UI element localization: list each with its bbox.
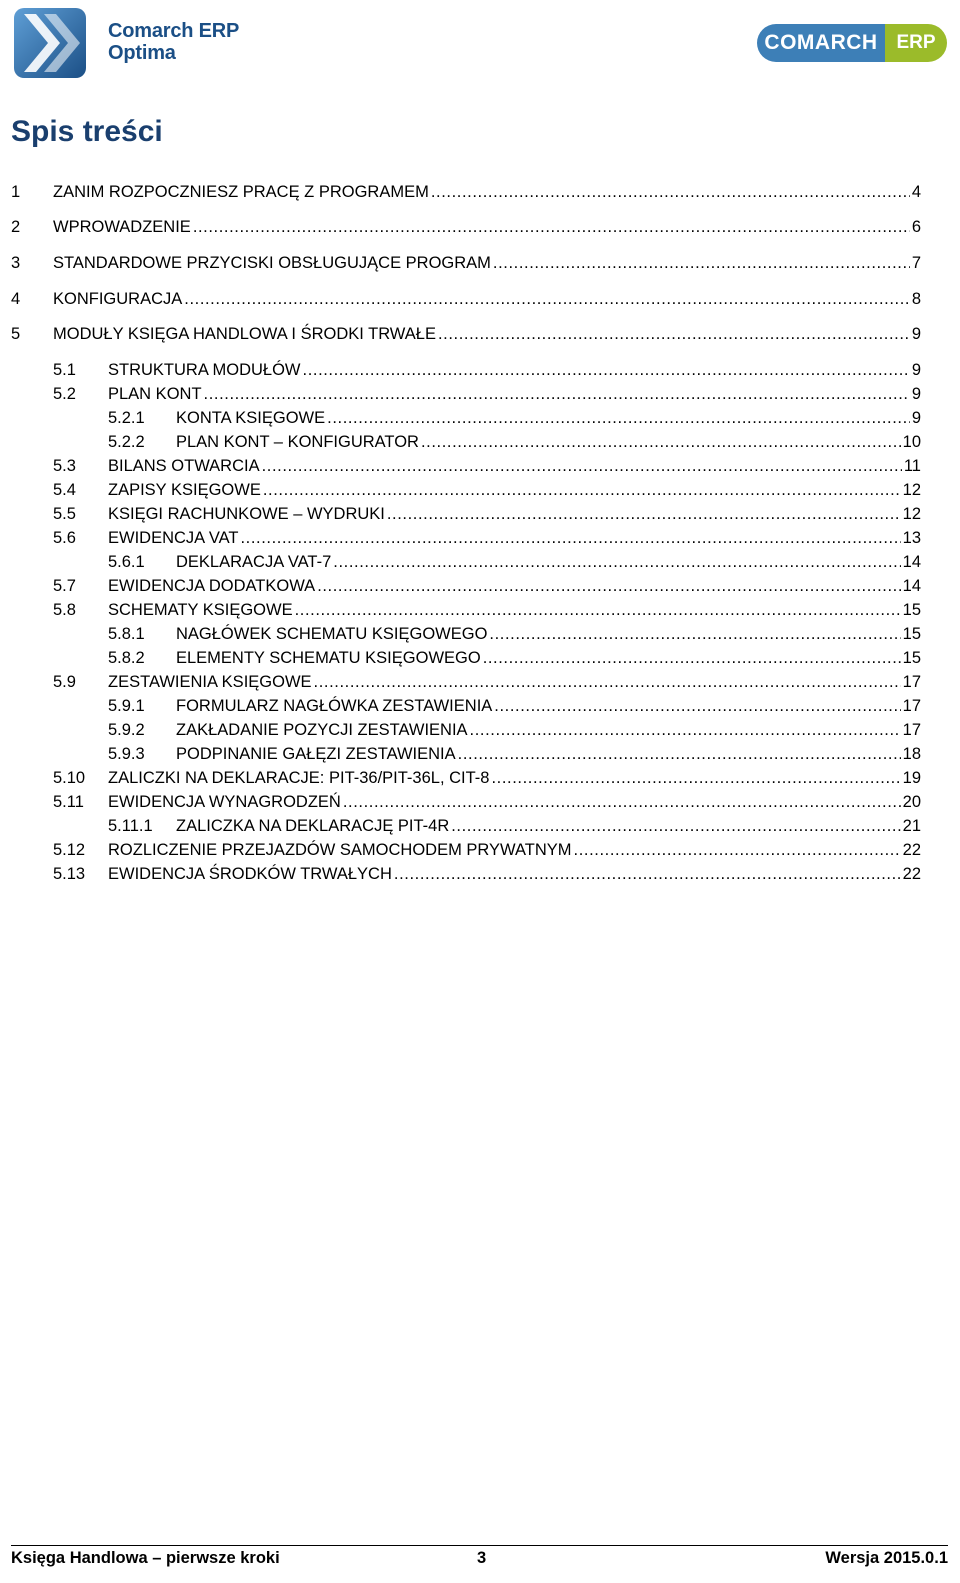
toc-entry-number: 4 <box>11 290 21 308</box>
toc-entry-label: ZANIM ROZPOCZNIESZ PRACĘ Z PROGRAMEM <box>53 183 429 201</box>
toc-entry-page: 9 <box>911 361 921 379</box>
toc-entry-page: 18 <box>902 745 921 763</box>
toc-entry[interactable] <box>108 406 921 430</box>
toc-entry-number: 5.5 <box>53 505 76 523</box>
toc-entry-label: STANDARDOWE PRZYCISKI OBSŁUGUJĄCE PROGRAM <box>53 254 491 272</box>
toc-entry-label: ELEMENTY SCHEMATU KSIĘGOWEGO <box>176 649 481 667</box>
toc-entry[interactable] <box>108 622 921 646</box>
toc-leader-dots <box>574 838 901 862</box>
toc-leader-dots <box>431 180 910 204</box>
toc-entry-page: 17 <box>902 697 921 715</box>
toc-entry-page: 15 <box>902 649 921 667</box>
toc-entry[interactable] <box>0 322 921 346</box>
toc-leader-dots <box>263 478 901 502</box>
page-header <box>0 0 960 90</box>
toc-entry-page: 15 <box>902 625 921 643</box>
toc-entry-label: MODUŁY KSIĘGA HANDLOWA I ŚRODKI TRWAŁE <box>53 325 436 343</box>
toc-entry-page: 12 <box>902 481 921 499</box>
toc-entry[interactable] <box>108 550 921 574</box>
toc-leader-dots <box>394 862 901 886</box>
toc-entry-page: 20 <box>902 793 921 811</box>
comarch-erp-logo <box>757 24 947 62</box>
toc-entry[interactable] <box>108 718 921 742</box>
toc-entry-number: 5.1 <box>53 361 76 379</box>
toc-entry-number: 5 <box>11 325 21 343</box>
toc-entry-number: 3 <box>11 254 21 272</box>
toc-entry-page: 6 <box>911 218 921 236</box>
toc-entry[interactable] <box>53 862 921 886</box>
toc-entry-page: 9 <box>911 385 921 403</box>
toc-entry[interactable] <box>53 766 921 790</box>
toc-entry-label: KONTA KSIĘGOWE <box>176 409 326 427</box>
toc-entry-label: PLAN KONT <box>108 385 202 403</box>
toc-entry-label: ZAPISY KSIĘGOWE <box>108 481 261 499</box>
toc-entry[interactable] <box>0 180 921 204</box>
logo-comarch-text: COMARCH <box>757 24 885 62</box>
toc-entry-page: 17 <box>902 673 921 691</box>
toc-leader-dots <box>489 622 900 646</box>
toc-leader-dots <box>295 598 901 622</box>
toc-entry-label: ZESTAWIENIA KSIĘGOWE <box>108 673 312 691</box>
toc-entry-number: 5.2.1 <box>108 409 145 427</box>
toc-entry-number: 5.6 <box>53 529 76 547</box>
toc-entry-label: EWIDENCJA VAT <box>108 529 239 547</box>
toc-entry-number: 5.7 <box>53 577 76 595</box>
toc-entry-number: 5.9 <box>53 673 76 691</box>
toc-entry-page: 9 <box>911 325 921 343</box>
toc-leader-dots <box>387 502 901 526</box>
toc-entry[interactable] <box>108 742 921 766</box>
toc-entry-label: ROZLICZENIE PRZEJAZDÓW SAMOCHODEM PRYWATNYM <box>108 841 572 859</box>
toc-entry-page: 4 <box>911 183 921 201</box>
toc-entry-label: BILANS OTWARCIA <box>108 457 260 475</box>
logo-erp-text: ERP <box>885 24 947 62</box>
toc-entry-number: 5.4 <box>53 481 76 499</box>
toc-entry[interactable] <box>53 502 921 526</box>
toc-leader-dots <box>333 550 900 574</box>
toc-entry-number: 5.8.2 <box>108 649 145 667</box>
toc-leader-dots <box>193 215 910 239</box>
page-title: Spis treści <box>11 115 163 148</box>
toc-entry-number: 5.12 <box>53 841 86 859</box>
toc-entry-label: EWIDENCJA DODATKOWA <box>108 577 316 595</box>
toc-entry-label: WPROWADZENIE <box>53 218 191 236</box>
toc-entry-number: 5.9.3 <box>108 745 145 763</box>
footer-document-title: Księga Handlowa – pierwsze kroki <box>11 1549 280 1567</box>
toc-entry[interactable] <box>53 478 921 502</box>
toc-leader-dots <box>343 790 901 814</box>
toc-entry-label: STRUKTURA MODUŁÓW <box>108 361 301 379</box>
toc-leader-dots <box>451 814 900 838</box>
toc-entry-label: NAGŁÓWEK SCHEMATU KSIĘGOWEGO <box>176 625 488 643</box>
toc-entry-page: 8 <box>911 290 921 308</box>
toc-entry-page: 13 <box>902 529 921 547</box>
toc-entry-page: 12 <box>902 505 921 523</box>
toc-entry[interactable] <box>0 215 921 239</box>
toc-entry[interactable] <box>53 382 921 406</box>
toc-entry-label: PODPINANIE GAŁĘZI ZESTAWIENIA <box>176 745 456 763</box>
toc-entry[interactable] <box>108 430 921 454</box>
toc-entry-number: 5.11.1 <box>108 817 153 835</box>
footer-version: Wersja 2015.0.1 <box>825 1549 948 1567</box>
toc-entry[interactable] <box>108 694 921 718</box>
page-footer <box>11 1546 948 1570</box>
toc-entry-label: ZALICZKI NA DEKLARACJE: PIT-36/PIT-36L, CIT-8 <box>108 769 490 787</box>
toc-leader-dots <box>204 382 910 406</box>
toc-leader-dots <box>494 694 900 718</box>
toc-entry-number: 5.9.1 <box>108 697 145 715</box>
toc-entry-number: 5.10 <box>53 769 86 787</box>
toc-entry-label: PLAN KONT – KONFIGURATOR <box>176 433 419 451</box>
toc-entry-page: 22 <box>902 841 921 859</box>
footer-page-number: 3 <box>477 1549 487 1567</box>
brand-line-2: Optima <box>108 42 176 64</box>
toc-entry[interactable] <box>0 287 921 311</box>
toc-leader-dots <box>262 454 902 478</box>
toc-entry-number: 5.13 <box>53 865 86 883</box>
toc-leader-dots <box>317 574 900 598</box>
toc-leader-dots <box>491 766 900 790</box>
toc-entry-number: 5.8.1 <box>108 625 145 643</box>
toc-entry-number: 1 <box>11 183 21 201</box>
toc-entry-number: 5.2.2 <box>108 433 145 451</box>
toc-entry-page: 14 <box>902 553 921 571</box>
toc-leader-dots <box>493 251 910 275</box>
toc-entry-number: 5.2 <box>53 385 76 403</box>
toc-leader-dots <box>241 526 901 550</box>
toc-entry-page: 15 <box>902 601 921 619</box>
toc-entry-page: 21 <box>902 817 921 835</box>
toc-entry-number: 5.8 <box>53 601 76 619</box>
toc-entry[interactable] <box>53 790 921 814</box>
toc-leader-dots <box>438 322 910 346</box>
toc-entry-page: 17 <box>902 721 921 739</box>
toc-entry-label: FORMULARZ NAGŁÓWKA ZESTAWIENIA <box>176 697 493 715</box>
toc-entry[interactable] <box>0 251 921 275</box>
toc-leader-dots <box>303 358 910 382</box>
toc-entry-page: 14 <box>902 577 921 595</box>
toc-leader-dots <box>327 406 910 430</box>
toc-entry-page: 9 <box>911 409 921 427</box>
toc-entry-label: ZALICZKA NA DEKLARACJĘ PIT-4R <box>176 817 450 835</box>
toc-entry[interactable] <box>53 526 921 550</box>
brand-line-1: Comarch ERP <box>108 20 240 42</box>
toc-entry-number: 2 <box>11 218 21 236</box>
toc-entry[interactable] <box>108 814 921 838</box>
toc-entry-label: SCHEMATY KSIĘGOWE <box>108 601 293 619</box>
toc-leader-dots <box>470 718 901 742</box>
toc-leader-dots <box>421 430 901 454</box>
toc-entry-label: EWIDENCJA ŚRODKÓW TRWAŁYCH <box>108 865 392 883</box>
toc-entry-page: 7 <box>911 254 921 272</box>
toc-entry-label: KONFIGURACJA <box>53 290 183 308</box>
toc-entry-label: DEKLARACJA VAT-7 <box>176 553 332 571</box>
toc-entry-page: 11 <box>903 457 921 475</box>
toc-entry-label: ZAKŁADANIE POZYCJI ZESTAWIENIA <box>176 721 468 739</box>
toc-entry[interactable] <box>53 574 921 598</box>
toc-leader-dots <box>458 742 901 766</box>
toc-leader-dots <box>483 646 901 670</box>
toc-entry-number: 5.11 <box>53 793 84 811</box>
toc-entry[interactable] <box>108 646 921 670</box>
toc-entry[interactable] <box>53 358 921 382</box>
toc-entry[interactable] <box>53 670 921 694</box>
toc-entry-page: 19 <box>902 769 921 787</box>
toc-leader-dots <box>184 287 910 311</box>
toc-entry-label: EWIDENCJA WYNAGRODZEŃ <box>108 793 341 811</box>
toc-entry[interactable] <box>53 598 921 622</box>
toc-entry-page: 10 <box>902 433 921 451</box>
toc-entry-page: 22 <box>902 865 921 883</box>
comarch-erp-optima-logo-icon <box>14 8 86 78</box>
toc-leader-dots <box>314 670 901 694</box>
toc-entry[interactable] <box>53 838 921 862</box>
brand-text <box>108 20 239 64</box>
toc-entry-number: 5.9.2 <box>108 721 145 739</box>
toc-entry-number: 5.6.1 <box>108 553 145 571</box>
toc-entry-number: 5.3 <box>53 457 76 475</box>
toc-entry-label: KSIĘGI RACHUNKOWE – WYDRUKI <box>108 505 385 523</box>
toc-entry[interactable] <box>53 454 921 478</box>
